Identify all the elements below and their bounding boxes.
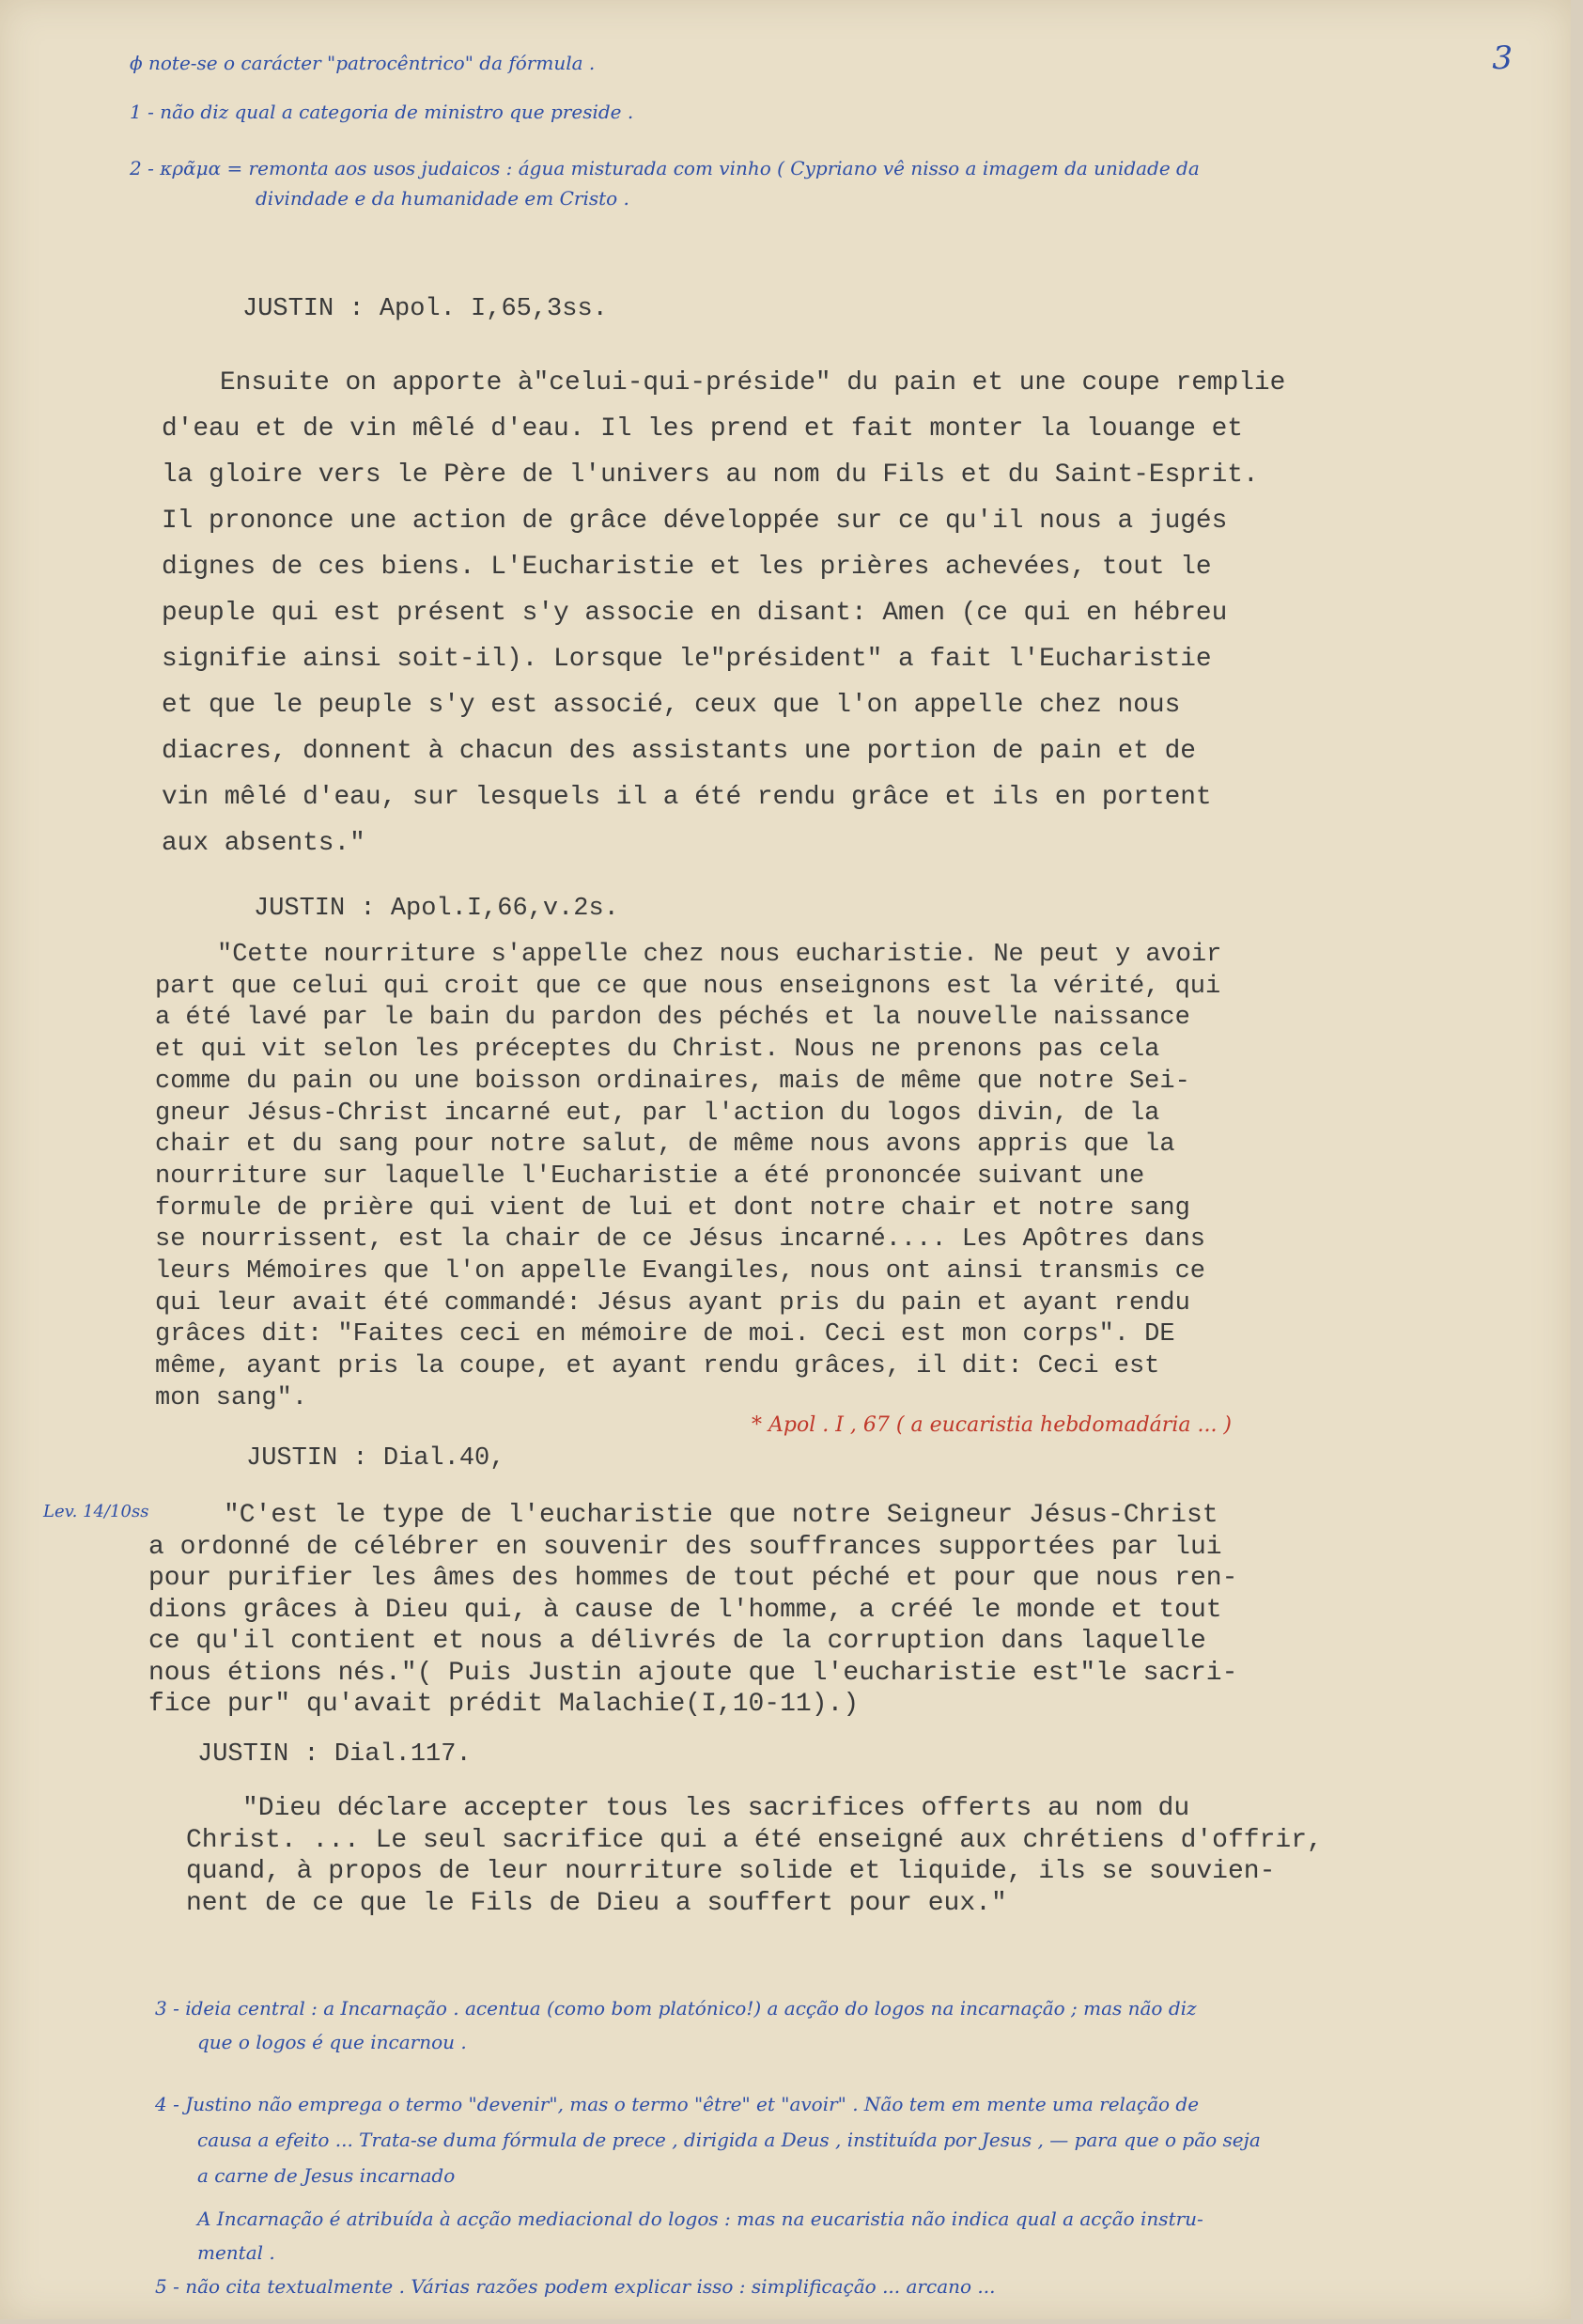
text-line: se nourrissent, est la chair de ce Jésus incarné.... Les Apôtres dans xyxy=(155,1225,1205,1255)
text-line: chair et du sang pour notre salut, de même nous avons appris que la xyxy=(155,1131,1175,1160)
text-line: d'eau et de vin mêlé d'eau. Il les prend et fait monter la louange et xyxy=(162,414,1243,444)
handwritten-note: 3 - ideia central : a Incarnação . acentua (como bom platónico!) a acção do logos na incarnação ; mas não diz xyxy=(155,1997,1197,2020)
text-line: Christ. ... Le seul sacrifice qui a été enseigné aux chrétiens d'offrir, xyxy=(186,1825,1323,1855)
text-line: la gloire vers le Père de l'univers au nom du Fils et du Saint-Esprit. xyxy=(162,460,1259,490)
section-heading: JUSTIN : Dial.117. xyxy=(197,1740,472,1769)
handwritten-note: A Incarnação é atribuída à acção mediacional do logos : mas na eucaristia não indica qual a acção instru- xyxy=(197,2207,1203,2230)
text-line: fice pur" qu'avait prédit Malachie(I,10-11).) xyxy=(148,1690,860,1719)
text-line: Il prononce une action de grâce développée sur ce qu'il nous a jugés xyxy=(162,507,1228,536)
handwritten-note: divindade e da humanidade em Cristo . xyxy=(256,187,629,210)
text-line: part que celui qui croit que ce que nous enseignons est la vérité, qui xyxy=(155,972,1221,1001)
section-body xyxy=(186,1793,1323,1919)
section-heading: JUSTIN : Apol.I,66,v.2s. xyxy=(254,895,619,923)
handwritten-note: causa a efeito ... Trata-se duma fórmula de prece , dirigida a Deus , instituída por Jesus , — para que o pão seja xyxy=(197,2129,1261,2151)
text-line: nous étions nés."( Puis Justin ajoute que l'eucharistie est"le sacri- xyxy=(148,1658,1238,1688)
text-line: même, ayant pris la coupe, et ayant rendu grâces, il dit: Ceci est xyxy=(155,1352,1160,1381)
handwritten-note: que o logos é que incarnou . xyxy=(197,2031,467,2053)
section-heading: JUSTIN : Dial.40, xyxy=(246,1444,505,1473)
text-line: "Cette nourriture s'appelle chez nous eucharistie. Ne peut y avoir xyxy=(217,941,1222,969)
page-number: 3 xyxy=(1492,39,1513,77)
text-line: a été lavé par le bain du pardon des péchés et la nouvelle naissance xyxy=(155,1004,1190,1033)
handwritten-margin-note: Lev. 14/10ss xyxy=(43,1502,149,1521)
handwritten-note: 5 - não cita textualmente . Várias razões podem explicar isso : simplificação ... arcano ... xyxy=(155,2275,996,2298)
text-line: nent de ce que le Fils de Dieu a souffert pour eux." xyxy=(186,1888,1007,1918)
text-line: leurs Mémoires que l'on appelle Evangiles, nous ont ainsi transmis ce xyxy=(155,1257,1205,1287)
handwritten-note: 4 - Justino não emprega o termo "devenir", mas o termo "être" et "avoir" . Não tem em mente uma relação de xyxy=(155,2093,1200,2115)
text-line: et qui vit selon les préceptes du Christ. Nous ne prenons pas cela xyxy=(155,1036,1160,1065)
handwritten-margin-note: * Apol . I , 67 ( a eucaristia hebdomadária ... ) xyxy=(752,1413,1233,1437)
text-line: gneur Jésus-Christ incarné eut, par l'action du logos divin, de la xyxy=(155,1099,1160,1128)
text-line: ce qu'il contient et nous a délivrés de la corruption dans laquelle xyxy=(148,1627,1206,1656)
text-line: comme du pain ou une boisson ordinaires, mais de même que notre Sei- xyxy=(155,1067,1190,1096)
text-line: pour purifier les âmes des hommes de tout péché et pour que nous ren- xyxy=(148,1564,1238,1593)
text-line: "C'est le type de l'eucharistie que notre Seigneur Jésus-Christ xyxy=(224,1501,1218,1530)
handwritten-note: ϕ note-se o carácter "patrocêntrico" da fórmula . xyxy=(130,52,596,74)
handwritten-note: 1 - não diz qual a categoria de ministro que preside . xyxy=(130,101,634,123)
text-line: et que le peuple s'y est associé, ceux que l'on appelle chez nous xyxy=(162,691,1181,720)
section-heading: JUSTIN : Apol. I,65,3ss. xyxy=(242,295,608,323)
text-line: peuple qui est présent s'y associe en disant: Amen (ce qui en hébreu xyxy=(162,599,1228,628)
text-line: Ensuite on apporte à"celui-qui-préside" du pain et une coupe remplie xyxy=(220,368,1286,398)
text-line: dions grâces à Dieu qui, à cause de l'homme, a créé le monde et tout xyxy=(148,1595,1222,1625)
text-line: signifie ainsi soit-il). Lorsque le"président" a fait l'Eucharistie xyxy=(162,645,1212,674)
text-line: aux absents." xyxy=(162,829,365,858)
text-line: diacres, donnent à chacun des assistants une portion de pain et de xyxy=(162,737,1196,766)
text-line: grâces dit: "Faites ceci en mémoire de moi. Ceci est mon corps". DE xyxy=(155,1320,1175,1349)
text-line: "Dieu déclare accepter tous les sacrifices offerts au nom du xyxy=(242,1794,1190,1823)
text-line: nourriture sur laquelle l'Eucharistie a été prononcée suivant une xyxy=(155,1162,1145,1191)
text-line: mon sang". xyxy=(155,1383,308,1412)
handwritten-note: a carne de Jesus incarnado xyxy=(197,2164,456,2187)
text-line: qui leur avait été commandé: Jésus ayant pris du pain et ayant rendu xyxy=(155,1288,1190,1318)
text-line: dignes de ces biens. L'Eucharistie et les prières achevées, tout le xyxy=(162,553,1212,582)
section-body xyxy=(155,940,1221,1415)
handwritten-note: mental . xyxy=(197,2241,275,2264)
section-body xyxy=(162,360,1285,866)
handwritten-note: 2 - κρᾶμα = remonta aos usos judaicos : água misturada com vinho ( Cypriano vê nisso a imagem da unidade da xyxy=(130,157,1200,179)
text-line: vin mêlé d'eau, sur lesquels il a été rendu grâce et ils en portent xyxy=(162,783,1212,812)
section-body xyxy=(148,1500,1237,1721)
text-line: quand, à propos de leur nourriture solide et liquide, ils se souvien- xyxy=(186,1857,1276,1886)
text-line: a ordonné de célébrer en souvenir des souffrances supportées par lui xyxy=(148,1532,1222,1562)
text-line: formule de prière qui vient de lui et dont notre chair et notre sang xyxy=(155,1193,1190,1223)
